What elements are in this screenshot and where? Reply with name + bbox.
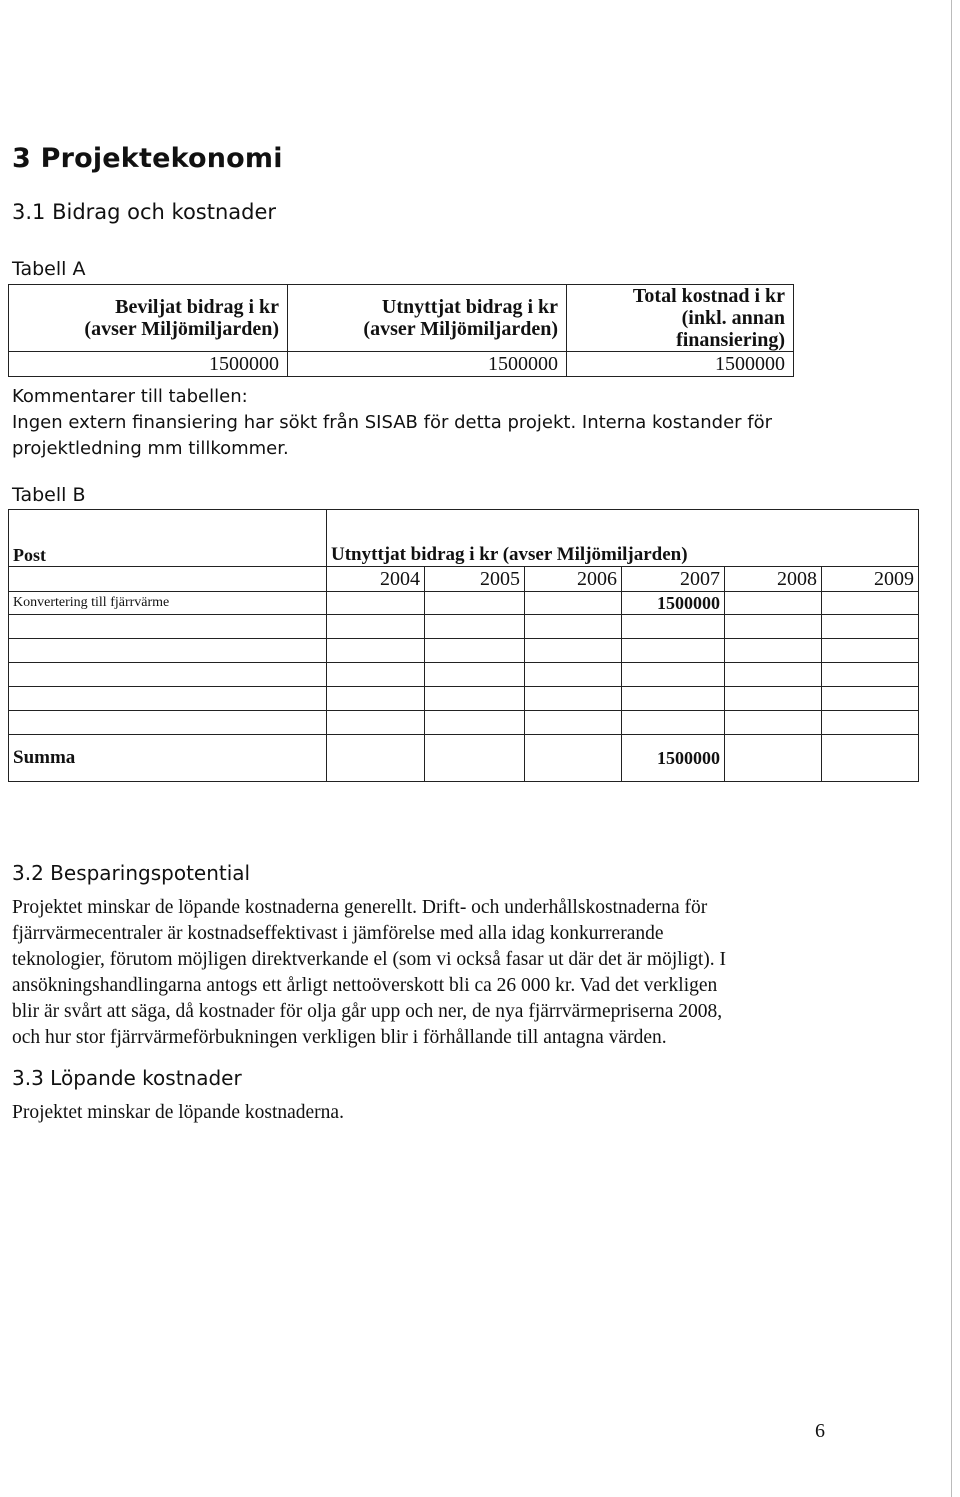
section-heading: 3 Projektekonomi	[12, 143, 283, 174]
table-b-empty-cell	[9, 663, 327, 687]
subsection-heading-bidrag: 3.1 Bidrag och kostnader	[12, 200, 277, 224]
besparing-line: fjärrvärmecentraler är kostnadseffektivast i jämförelse med alla idag konkurrerande	[12, 923, 664, 944]
table-b-empty-cell	[725, 663, 822, 687]
table-b-sum-label: Summa	[9, 735, 327, 782]
table-b-row-value	[327, 592, 425, 615]
table-a-header-utnyttjat: Utnyttjat bidrag i kr (avser Miljömiljarden)	[288, 285, 567, 352]
table-b-label: Tabell B	[12, 484, 86, 506]
table-b-empty-cell	[822, 639, 919, 663]
table-b-year-2006: 2006	[525, 567, 622, 592]
table-b-sum-value	[525, 735, 622, 782]
table-a-header-beviljat: Beviljat bidrag i kr (avser Miljömiljarden)	[9, 285, 288, 352]
besparing-heading: 3.2 Besparingspotential	[12, 861, 251, 885]
table-a-value-beviljat: 1500000	[9, 352, 288, 377]
table-b-empty-cell	[525, 711, 622, 735]
table-b-year-2004: 2004	[327, 567, 425, 592]
table-b-empty-cell	[822, 687, 919, 711]
table-b-empty-cell	[525, 687, 622, 711]
table-b-sum-value	[725, 735, 822, 782]
table-b-empty-cell	[9, 615, 327, 639]
table-b-empty-cell	[425, 639, 525, 663]
table-b	[8, 509, 919, 782]
comments-line-2: projektledning mm tillkommer.	[12, 438, 289, 459]
table-b-year-corner	[9, 567, 327, 592]
table-b-sum-value	[822, 735, 919, 782]
table-b-empty-cell	[327, 687, 425, 711]
table-b-empty-cell	[725, 687, 822, 711]
table-b-row-value-2007: 1500000	[622, 592, 725, 615]
table-b-empty-cell	[622, 639, 725, 663]
comments-line-1: Ingen extern finansiering har sökt från SISAB för detta projekt. Interna kostander för	[12, 412, 773, 433]
table-b-empty-cell	[327, 663, 425, 687]
table-b-sum-value	[327, 735, 425, 782]
table-b-empty-cell	[9, 711, 327, 735]
table-b-group-header: Utnyttjat bidrag i kr (avser Miljömiljarden)	[327, 510, 919, 567]
table-b-empty-cell	[9, 639, 327, 663]
table-b-empty-cell	[725, 711, 822, 735]
besparing-line: ansökningshandlingarna antogs ett årligt nettoöverskott bli ca 26 000 kr. Vad det verkligen	[12, 975, 718, 996]
table-b-empty-cell	[622, 687, 725, 711]
table-b-empty-cell	[622, 615, 725, 639]
table-b-year-2008: 2008	[725, 567, 822, 592]
table-b-empty-cell	[327, 639, 425, 663]
table-b-empty-cell	[425, 687, 525, 711]
table-b-empty-cell	[525, 615, 622, 639]
table-b-year-2007: 2007	[622, 567, 725, 592]
table-b-empty-cell	[327, 615, 425, 639]
table-b-empty-cell	[822, 615, 919, 639]
table-b-empty-cell	[822, 711, 919, 735]
table-b-empty-cell	[725, 639, 822, 663]
table-b-post-header: Post	[9, 510, 327, 567]
table-b-row-value	[725, 592, 822, 615]
besparing-paragraph	[12, 895, 912, 1051]
table-a-label: Tabell A	[12, 258, 86, 280]
table-b-empty-cell	[425, 711, 525, 735]
besparing-line: blir är svårt att säga, då kostnader för olja går upp och ner, de nya fjärrvärmepriserna 2008,	[12, 1001, 723, 1022]
table-b-empty-cell	[622, 711, 725, 735]
table-b-empty-cell	[525, 639, 622, 663]
table-a-value-total: 1500000	[567, 352, 794, 377]
table-b-year-2009: 2009	[822, 567, 919, 592]
table-a	[8, 284, 794, 377]
table-b-sum-value	[425, 735, 525, 782]
lopande-heading: 3.3 Löpande kostnader	[12, 1066, 242, 1090]
table-b-empty-cell	[425, 615, 525, 639]
table-b-row-value	[525, 592, 622, 615]
table-a-value-utnyttjat: 1500000	[288, 352, 567, 377]
table-b-sum-value-2007: 1500000	[622, 735, 725, 782]
table-a-header-total: Total kostnad i kr (inkl. annan finansiering)	[567, 285, 794, 352]
besparing-line: Projektet minskar de löpande kostnaderna generellt. Drift- och underhållskostnaderna för	[12, 897, 708, 918]
table-b-empty-cell	[725, 615, 822, 639]
table-b-empty-cell	[525, 663, 622, 687]
lopande-text: Projektet minskar de löpande kostnaderna.	[12, 1102, 344, 1123]
table-b-year-2005: 2005	[425, 567, 525, 592]
scan-margin-marks	[940, 0, 958, 1497]
table-b-empty-cell	[425, 663, 525, 687]
table-b-empty-cell	[327, 711, 425, 735]
table-b-row-post: Konvertering till fjärrvärme	[9, 592, 327, 615]
besparing-line: och hur stor fjärrvärmeförbukningen verkligen blir i förhållande till antagna värden.	[12, 1027, 667, 1048]
table-comments	[12, 384, 772, 462]
table-b-row-value	[425, 592, 525, 615]
table-b-empty-cell	[622, 663, 725, 687]
table-b-empty-cell	[9, 687, 327, 711]
page-number: 6	[815, 1420, 825, 1442]
besparing-line: teknologier, förutom möjligen direktverkande el (som vi också fasar ut där det är möjligt). I	[12, 949, 727, 970]
comments-lead: Kommentarer till tabellen:	[12, 386, 248, 407]
table-b-row-value	[822, 592, 919, 615]
table-b-empty-cell	[822, 663, 919, 687]
